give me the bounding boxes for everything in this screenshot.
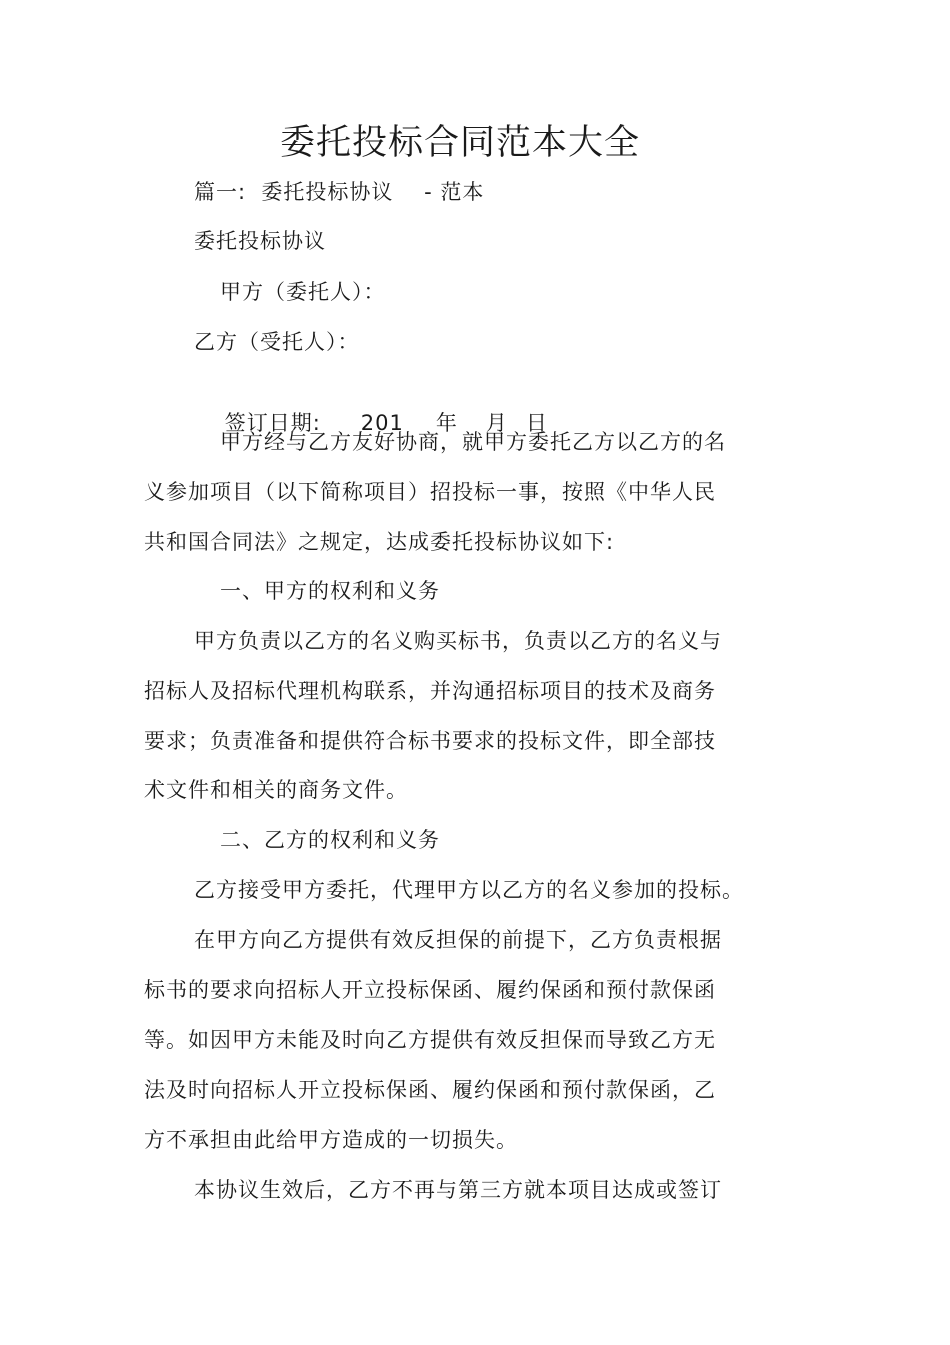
party-a-line: 甲方（委托人）： [220, 280, 386, 304]
body-line: 要求；负责准备和提供符合标书要求的投标文件，即全部技 [144, 729, 716, 753]
body-line: 乙方接受甲方委托，代理甲方以乙方的名义参加的投标。 [194, 878, 744, 902]
sign-date-label: 签订日期: [224, 411, 321, 435]
body-line: 术文件和相关的商务文件。 [144, 778, 408, 802]
body-line: 法及时向招标人开立投标保函、履约保函和预付款保函，乙 [144, 1078, 716, 1102]
section-heading-2: 二、乙方的权利和义务 [220, 828, 440, 852]
body-line: 等。如因甲方未能及时向乙方提供有效反担保而导致乙方无 [144, 1028, 716, 1052]
subtitle: 篇一: 委托投标协议 - 范本 [194, 180, 485, 204]
sign-date-year: 201 [360, 411, 404, 435]
body-line: 甲方经与乙方友好协商，就甲方委托乙方以乙方的名 [220, 430, 726, 454]
sign-date-day-unit: 日 [525, 411, 548, 435]
body-line: 甲方负责以乙方的名义购买标书，负责以乙方的名义与 [194, 629, 722, 653]
document-title: 委托投标合同范本大全 [279, 123, 640, 163]
body-line: 招标人及招标代理机构联系，并沟通招标项目的技术及商务 [144, 679, 716, 703]
body-line: 本协议生效后，乙方不再与第三方就本项目达成或签订 [194, 1178, 722, 1202]
sign-date-month-unit: 月 [485, 411, 508, 435]
body-line: 义参加项目（以下简称项目）招投标一事，按照《中华人民 [144, 480, 716, 504]
body-line: 标书的要求向招标人开立投标保函、履约保函和预付款保函 [144, 978, 716, 1002]
body-line: 在甲方向乙方提供有效反担保的前提下，乙方负责根据 [194, 928, 722, 952]
body-line: 共和国合同法》之规定，达成委托投标协议如下: [144, 530, 615, 554]
section-heading-1: 一、甲方的权利和义务 [220, 579, 440, 603]
party-b-line: 乙方（受托人）： [194, 330, 360, 354]
sign-date-year-unit: 年 [435, 411, 458, 435]
body-line: 方不承担由此给甲方造成的一切损失。 [144, 1128, 518, 1152]
agreement-name: 委托投标协议 [194, 229, 326, 253]
